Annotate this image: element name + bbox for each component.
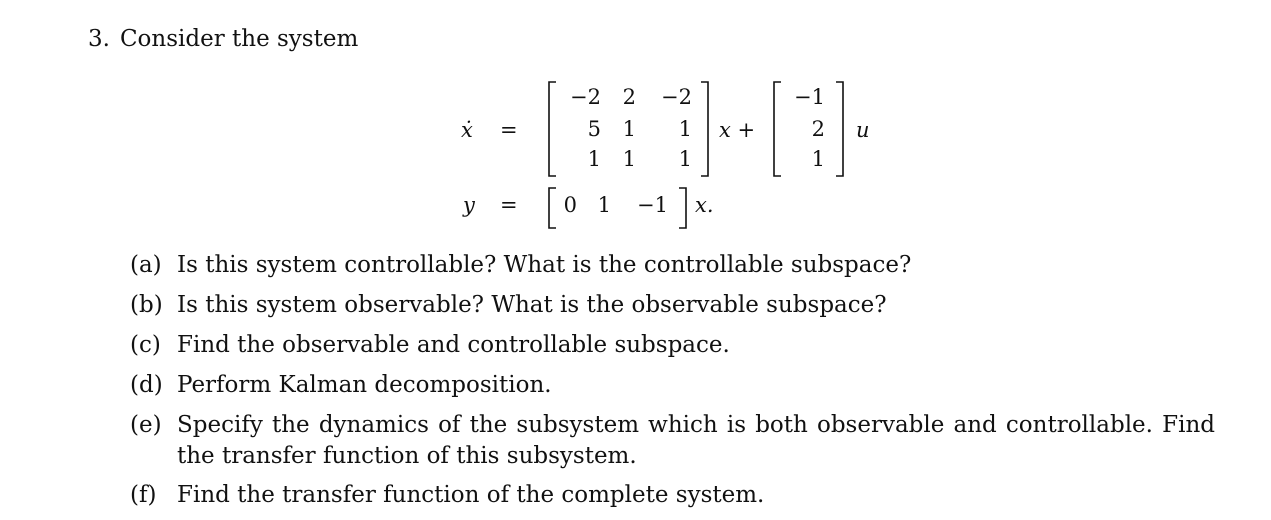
system-equations bbox=[0, 0, 1271, 250]
part-d bbox=[130, 370, 1215, 401]
matrix-a-left-bracket bbox=[549, 82, 556, 176]
state-equals-sign: = bbox=[500, 118, 518, 142]
vector-b-entry: 2 bbox=[811, 117, 825, 141]
matrix-a-entry: 5 bbox=[587, 117, 601, 141]
matrix-c-entry: 0 bbox=[563, 193, 577, 217]
part-label: (a) bbox=[130, 252, 162, 278]
vector-b bbox=[794, 85, 825, 171]
matrix-a-entry: 1 bbox=[678, 117, 692, 141]
part-text: Is this system observable? What is the observable subspace? bbox=[177, 292, 887, 318]
part-label: (c) bbox=[130, 332, 161, 358]
output-equals-sign: = bbox=[500, 193, 518, 217]
part-label: (e) bbox=[130, 412, 162, 438]
x-end-term: x. bbox=[695, 193, 714, 217]
vector-b-entry: 1 bbox=[811, 147, 825, 171]
problem-intro: Consider the system bbox=[119, 26, 359, 52]
matrix-c-right-bracket bbox=[679, 188, 686, 228]
matrix-c-left-bracket bbox=[549, 188, 556, 228]
part-text: Specify the dynamics of the subsystem which is both observable and controllable. Find the transfer function of this subsystem. bbox=[177, 412, 1215, 469]
matrix-a-entry: 2 bbox=[622, 85, 636, 109]
part-e bbox=[130, 410, 1215, 472]
part-text: Find the observable and controllable subspace. bbox=[177, 332, 730, 358]
part-b bbox=[130, 290, 1215, 321]
part-f bbox=[130, 480, 1215, 511]
part-text: Find the transfer function of the complete system. bbox=[177, 482, 765, 508]
vector-b-entry: −1 bbox=[794, 85, 825, 109]
matrix-c-entry: −1 bbox=[637, 193, 668, 217]
y-symbol: y bbox=[463, 193, 475, 217]
matrix-a-entry: −2 bbox=[570, 85, 601, 109]
vector-b-left-bracket bbox=[774, 82, 781, 176]
part-label: (b) bbox=[130, 292, 163, 318]
matrix-a bbox=[570, 85, 692, 171]
matrix-a-right-bracket bbox=[701, 82, 708, 176]
problem-number: 3. bbox=[88, 26, 110, 52]
u-symbol: u bbox=[856, 118, 870, 142]
matrix-c-entry: 1 bbox=[597, 193, 611, 217]
part-text: Is this system controllable? What is the controllable subspace? bbox=[177, 252, 912, 278]
part-a bbox=[130, 250, 1215, 281]
part-label: (f) bbox=[130, 482, 157, 508]
vector-b-right-bracket bbox=[836, 82, 843, 176]
x-dot-symbol: ẋ bbox=[461, 118, 473, 142]
matrix-c bbox=[564, 193, 668, 217]
matrix-a-entry: 1 bbox=[587, 147, 601, 171]
matrix-a-entry: 1 bbox=[622, 147, 636, 171]
part-label: (d) bbox=[130, 372, 163, 398]
part-text: Perform Kalman decomposition. bbox=[177, 372, 552, 398]
matrix-a-entry: −2 bbox=[661, 85, 692, 109]
matrix-a-entry: 1 bbox=[678, 147, 692, 171]
part-c bbox=[130, 330, 1215, 361]
matrix-a-entry: 1 bbox=[622, 117, 636, 141]
x-plus-term: x + bbox=[719, 118, 756, 142]
